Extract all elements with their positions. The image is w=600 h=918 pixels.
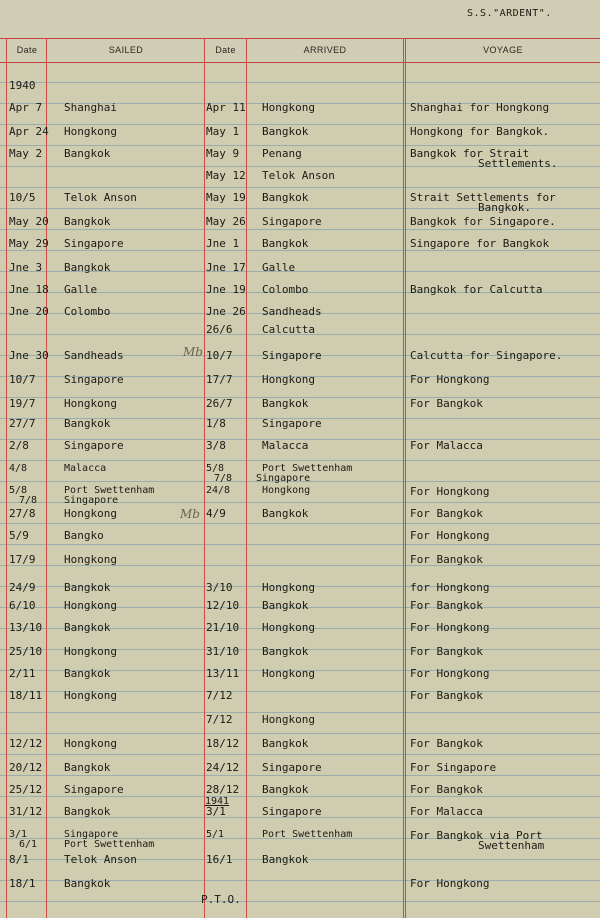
sailed-port: Port Swettenham bbox=[64, 839, 155, 850]
sailed-date: 13/10 bbox=[9, 621, 43, 634]
sailed-date: 4/8 bbox=[9, 463, 28, 474]
arrived-date: Jne 19 bbox=[206, 283, 246, 296]
arrived-date: Jne 17 bbox=[206, 261, 246, 274]
sailed-port: Galle bbox=[64, 283, 98, 296]
voyage-text: For Malacca bbox=[410, 805, 483, 818]
sailed-port: Singapore bbox=[64, 829, 119, 840]
arrived-date: May 19 bbox=[206, 191, 246, 204]
pencil-mark: Mb bbox=[183, 345, 203, 359]
arrived-port: Bangkok bbox=[262, 853, 309, 866]
arrived-date: 3/1 bbox=[206, 805, 226, 818]
arrived-port: Bangkok bbox=[262, 237, 309, 250]
sailed-port: Bangkok bbox=[64, 761, 111, 774]
sailed-date: 10/7 bbox=[9, 373, 36, 386]
arrived-date: Apr 11 bbox=[206, 101, 246, 114]
pencil-mark: Mb bbox=[180, 507, 200, 521]
col-head-voyage: VOYAGE bbox=[483, 45, 523, 55]
sailed-date: May 29 bbox=[9, 237, 49, 250]
sailed-port: Singapore bbox=[64, 783, 124, 796]
voyage-text: Calcutta for Singapore. bbox=[410, 349, 563, 362]
arrived-date: 17/7 bbox=[206, 373, 233, 386]
sailed-port: Port Swettenham bbox=[64, 485, 155, 496]
voyage-text: Singapore for Bangkok bbox=[410, 237, 550, 250]
arrived-port: Bangkok bbox=[262, 645, 309, 658]
arrived-port: Bangkok bbox=[262, 737, 309, 750]
sailed-date: 27/7 bbox=[9, 417, 36, 430]
sailed-port: Bangkok bbox=[64, 805, 111, 818]
sailed-port: Bangkok bbox=[64, 581, 111, 594]
sailed-date: Jne 30 bbox=[9, 349, 49, 362]
sailed-port: Hongkong bbox=[64, 553, 117, 566]
voyage-text: For Hongkong bbox=[410, 529, 490, 542]
arrived-date: 28/12 bbox=[206, 783, 240, 796]
sailed-date: 2/11 bbox=[9, 667, 36, 680]
arrived-port: Telok Anson bbox=[262, 169, 335, 182]
voyage-text: For Bangkok bbox=[410, 553, 483, 566]
arrived-date: 24/8 bbox=[206, 485, 231, 496]
arrived-date: May 12 bbox=[206, 169, 246, 182]
arrived-port: Bangkok bbox=[262, 507, 309, 520]
sailed-port: Hongkong bbox=[64, 397, 117, 410]
col-head-date-sailed: Date bbox=[16, 45, 38, 55]
voyage-text: Swettenham bbox=[478, 839, 545, 852]
sailed-date: 10/5 bbox=[9, 191, 36, 204]
arrived-port: Singapore bbox=[262, 417, 322, 430]
voyage-text: For Bangkok bbox=[410, 397, 483, 410]
sailed-port: Hongkong bbox=[64, 125, 117, 138]
sailed-port: Bangkok bbox=[64, 877, 111, 890]
arrived-port: Hongkong bbox=[262, 667, 315, 680]
sailed-date: Jne 3 bbox=[9, 261, 43, 274]
arrived-port: Bangkok bbox=[262, 783, 309, 796]
sailed-date: 7/8 bbox=[19, 495, 38, 506]
sailed-port: Hongkong bbox=[64, 507, 117, 520]
col-rule-1 bbox=[46, 38, 47, 918]
arrived-date: 16/1 bbox=[206, 853, 233, 866]
voyage-text: For Hongkong bbox=[410, 485, 490, 498]
arrived-date: 13/11 bbox=[206, 667, 240, 680]
arrived-date: 7/8 bbox=[214, 473, 233, 484]
sailed-port: Hongkong bbox=[64, 599, 117, 612]
arrived-port: Bangkok bbox=[262, 191, 309, 204]
arrived-port: Singapore bbox=[262, 215, 322, 228]
sailed-date: Jne 20 bbox=[9, 305, 49, 318]
voyage-text: Bangkok for Strait bbox=[410, 147, 530, 160]
arrived-port: Hongkong bbox=[262, 485, 311, 496]
sailed-date: 5/8 bbox=[9, 485, 28, 496]
arrived-date: 3/8 bbox=[206, 439, 226, 452]
sailed-port: Telok Anson bbox=[64, 853, 137, 866]
sailed-port: Shanghai bbox=[64, 101, 117, 114]
sailed-date: 25/12 bbox=[9, 783, 43, 796]
sailed-port: Malacca bbox=[64, 463, 107, 474]
col-rule-0 bbox=[6, 38, 7, 918]
arrived-date: 21/10 bbox=[206, 621, 240, 634]
sailed-port: Colombo bbox=[64, 305, 111, 318]
header-bottom-rule bbox=[0, 62, 600, 63]
col-rule-4 bbox=[403, 38, 404, 918]
arrived-port: Malacca bbox=[262, 439, 309, 452]
sailed-date: 3/1 bbox=[9, 829, 28, 840]
voyage-text: For Hongkong bbox=[410, 667, 490, 680]
arrived-date: 4/9 bbox=[206, 507, 226, 520]
voyage-text: Bangkok for Singapore. bbox=[410, 215, 556, 228]
sailed-port: Bangkok bbox=[64, 147, 111, 160]
sailed-port: Singapore bbox=[64, 439, 124, 452]
arrived-date: 3/10 bbox=[206, 581, 233, 594]
sailed-date: 12/12 bbox=[9, 737, 43, 750]
sailed-port: Hongkong bbox=[64, 645, 117, 658]
arrived-port: Sandheads bbox=[262, 305, 322, 318]
sailed-date: 20/12 bbox=[9, 761, 43, 774]
sailed-date: 25/10 bbox=[9, 645, 43, 658]
sailed-port: Bangkok bbox=[64, 417, 111, 430]
sailed-port: Sandheads bbox=[64, 349, 124, 362]
year-1941-note: 1941 bbox=[205, 796, 230, 807]
sailed-date: Apr 24 bbox=[9, 125, 49, 138]
arrived-date: 5/8 bbox=[206, 463, 225, 474]
col-head-sailed: SAILED bbox=[108, 45, 144, 55]
sailed-date: Apr 7 bbox=[9, 101, 43, 114]
arrived-port: Singapore bbox=[262, 761, 322, 774]
voyage-text: Bangkok. bbox=[478, 201, 531, 214]
arrived-date: 26/6 bbox=[206, 323, 233, 336]
header-top-rule bbox=[0, 38, 600, 39]
col-rule-3 bbox=[246, 38, 247, 918]
voyage-text: For Bangkok bbox=[410, 689, 483, 702]
arrived-date: 7/12 bbox=[206, 713, 233, 726]
arrived-date: Jne 1 bbox=[206, 237, 240, 250]
sailed-date: Jne 18 bbox=[9, 283, 49, 296]
arrived-port: Bangkok bbox=[262, 397, 309, 410]
sailed-port: Bangko bbox=[64, 529, 104, 542]
voyage-text: For Malacca bbox=[410, 439, 483, 452]
sailed-date: 24/9 bbox=[9, 581, 36, 594]
arrived-port: Penang bbox=[262, 147, 302, 160]
sailed-date: May 2 bbox=[9, 147, 43, 160]
arrived-port: Bangkok bbox=[262, 125, 309, 138]
arrived-date: 18/12 bbox=[206, 737, 240, 750]
sailed-port: Singapore bbox=[64, 495, 119, 506]
year-label: 1940 bbox=[9, 79, 36, 92]
sailed-port: Singapore bbox=[64, 237, 124, 250]
voyage-text: for Hongkong bbox=[410, 581, 490, 594]
arrived-date: May 1 bbox=[206, 125, 240, 138]
arrived-date: 1/8 bbox=[206, 417, 226, 430]
voyage-text: For Bangkok bbox=[410, 783, 483, 796]
sailed-date: 6/1 bbox=[19, 839, 38, 850]
sailed-date: May 20 bbox=[9, 215, 49, 228]
sailed-port: Singapore bbox=[64, 373, 124, 386]
arrived-date: 5/1 bbox=[206, 829, 225, 840]
voyage-text: For Bangkok via Port bbox=[410, 829, 543, 842]
arrived-port: Galle bbox=[262, 261, 296, 274]
arrived-date: May 9 bbox=[206, 147, 240, 160]
arrived-date: 10/7 bbox=[206, 349, 233, 362]
arrived-port: Hongkong bbox=[262, 373, 315, 386]
voyage-text: Hongkong for Bangkok. bbox=[410, 125, 550, 138]
ship-name: S.S."ARDENT". bbox=[467, 8, 552, 19]
sailed-port: Hongkong bbox=[64, 737, 117, 750]
sailed-port: Telok Anson bbox=[64, 191, 137, 204]
arrived-date: 31/10 bbox=[206, 645, 240, 658]
sailed-date: 18/1 bbox=[9, 877, 36, 890]
arrived-port: Hongkong bbox=[262, 101, 315, 114]
arrived-port: Colombo bbox=[262, 283, 309, 296]
voyage-text: For Hongkong bbox=[410, 373, 490, 386]
arrived-port: Hongkong bbox=[262, 713, 315, 726]
voyage-text: Strait Settlements for bbox=[410, 191, 556, 204]
arrived-date: May 26 bbox=[206, 215, 246, 228]
arrived-port: Calcutta bbox=[262, 323, 315, 336]
sailed-port: Bangkok bbox=[64, 621, 111, 634]
sailed-port: Hongkong bbox=[64, 689, 117, 702]
arrived-port: Singapore bbox=[262, 349, 322, 362]
sailed-date: 17/9 bbox=[9, 553, 36, 566]
sailed-date: 18/11 bbox=[9, 689, 43, 702]
voyage-text: For Singapore bbox=[410, 761, 497, 774]
sailed-date: 5/9 bbox=[9, 529, 29, 542]
voyage-text: For Hongkong bbox=[410, 621, 490, 634]
arrived-port: Port Swettenham bbox=[262, 463, 353, 474]
sailed-port: Bangkok bbox=[64, 261, 111, 274]
sailed-date: 2/8 bbox=[9, 439, 29, 452]
arrived-date: 24/12 bbox=[206, 761, 240, 774]
col-rule-2 bbox=[204, 38, 205, 918]
arrived-date: 7/12 bbox=[206, 689, 233, 702]
arrived-date: 12/10 bbox=[206, 599, 240, 612]
arrived-date: 26/7 bbox=[206, 397, 233, 410]
col-rule-4b bbox=[405, 38, 406, 918]
sailed-date: 19/7 bbox=[9, 397, 36, 410]
voyage-text: For Hongkong bbox=[410, 877, 490, 890]
sailed-port: Bangkok bbox=[64, 667, 111, 680]
sailed-date: 31/12 bbox=[9, 805, 43, 818]
voyage-text: Bangkok for Calcutta bbox=[410, 283, 543, 296]
col-head-arrived: ARRIVED bbox=[303, 45, 347, 55]
sailed-date: 27/8 bbox=[9, 507, 36, 520]
arrived-date: Jne 26 bbox=[206, 305, 246, 318]
arrived-port: Bangkok bbox=[262, 599, 309, 612]
voyage-text: Shanghai for Hongkong bbox=[410, 101, 550, 114]
voyage-text: For Bangkok bbox=[410, 507, 483, 520]
arrived-port: Hongkong bbox=[262, 621, 315, 634]
arrived-port: Port Swettenham bbox=[262, 829, 353, 840]
col-head-date-arrived: Date bbox=[215, 45, 236, 55]
arrived-port: Singapore bbox=[262, 805, 322, 818]
voyage-text: Settlements. bbox=[478, 157, 558, 170]
sailed-port: Bangkok bbox=[64, 215, 111, 228]
pto-note: P.T.O. bbox=[201, 893, 241, 906]
voyage-text: For Bangkok bbox=[410, 645, 483, 658]
voyage-text: For Bangkok bbox=[410, 599, 483, 612]
arrived-port: Singapore bbox=[256, 473, 311, 484]
sailed-date: 8/1 bbox=[9, 853, 29, 866]
sailed-date: 6/10 bbox=[9, 599, 36, 612]
arrived-port: Hongkong bbox=[262, 581, 315, 594]
voyage-text: For Bangkok bbox=[410, 737, 483, 750]
